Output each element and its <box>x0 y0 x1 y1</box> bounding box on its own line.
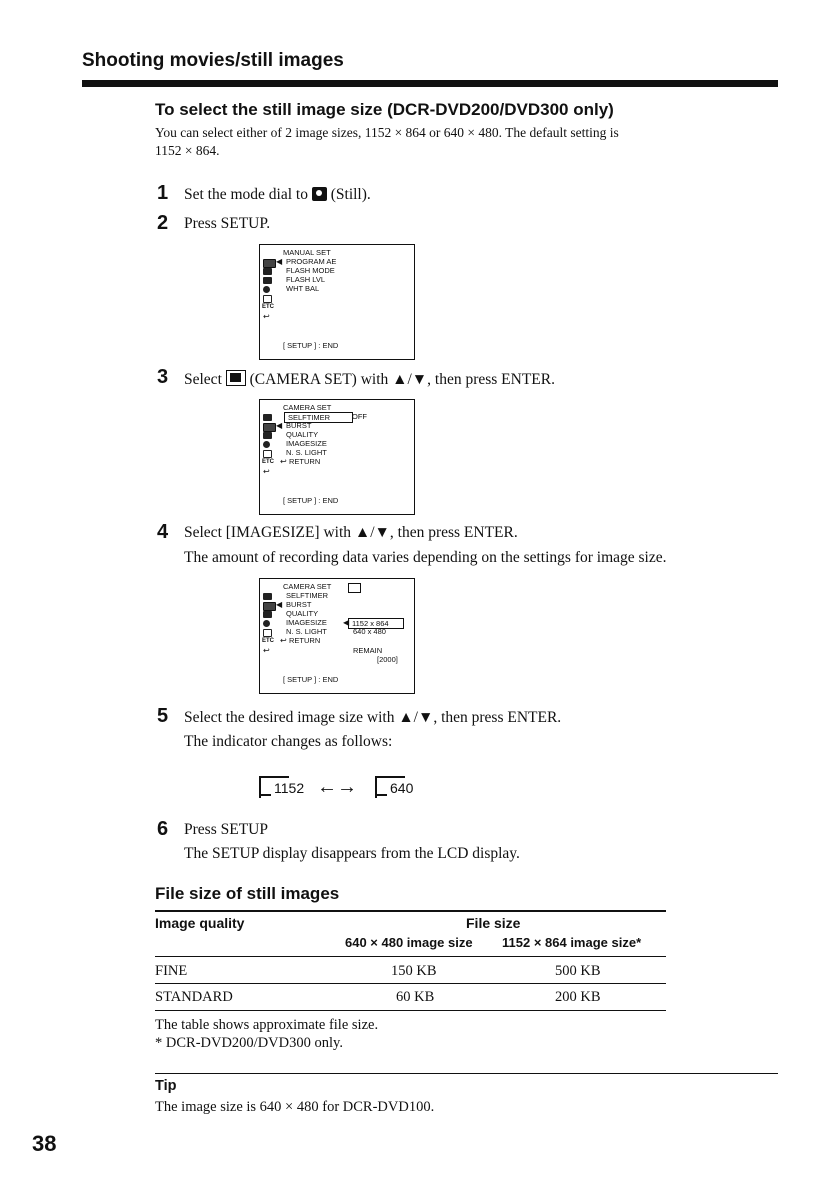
lcd-item: IMAGESIZE <box>286 618 327 627</box>
step-5-number: 5 <box>157 705 169 727</box>
lcd-item: FLASH LVL <box>286 275 326 284</box>
row-quality: FINE <box>155 963 188 979</box>
tip-rule <box>155 1073 778 1074</box>
indicator-1152-label: 1152 <box>274 780 305 796</box>
step-3-text-before: Select <box>184 371 222 388</box>
table-bottom-rule <box>155 1010 666 1011</box>
step-3-number: 3 <box>157 366 169 388</box>
etc-icon: ETC <box>262 638 274 644</box>
camera-icon <box>263 277 272 284</box>
camera-set-icon <box>263 423 276 432</box>
table-row-rule <box>155 983 666 984</box>
row-quality: STANDARD <box>155 989 233 1005</box>
col-image-quality: Image quality <box>155 915 245 931</box>
indicator-640-label: 640 <box>390 780 414 796</box>
intro-line-1: You can select either of 2 image sizes, 1152 × 864 or 640 × 480. The default setting is <box>155 125 619 140</box>
row-1152: 500 KB <box>555 963 601 979</box>
camera-set-icon <box>263 259 276 268</box>
step-1-text-before: Set the mode dial to <box>184 186 308 203</box>
lcd-footer: [ SETUP ] : END <box>283 675 339 684</box>
lcd-item: WHT BAL <box>286 284 320 293</box>
table-note-2: * DCR-DVD200/DVD300 only. <box>155 1035 343 1051</box>
printer-icon <box>263 450 272 458</box>
lcd-title: CAMERA SET <box>283 403 332 412</box>
return-icon: ↩ <box>263 467 270 476</box>
step-1-text <box>184 186 371 204</box>
camera-icon <box>263 432 272 439</box>
lcd-item: PROGRAM AE <box>286 257 337 266</box>
lcd-footer: [ SETUP ] : END <box>283 341 339 350</box>
return-icon: ↩ <box>263 312 270 321</box>
step-6-text: Press SETUP <box>184 821 268 838</box>
return-icon: ↩ <box>280 457 287 466</box>
step-1-number: 1 <box>157 182 169 204</box>
selector-icon: ◀ <box>343 618 350 627</box>
table-top-rule <box>155 910 666 912</box>
remain-label: REMAIN <box>353 646 383 655</box>
lcd-item: BURST <box>286 421 312 430</box>
selector-icon: ◀ <box>276 257 283 266</box>
etc-icon: ETC <box>262 304 274 310</box>
lcd-item: IMAGESIZE <box>286 439 327 448</box>
lcd-item: RETURN <box>289 636 321 645</box>
step-6-number: 6 <box>157 818 169 840</box>
step-2-text: Press SETUP. <box>184 215 271 232</box>
printer-icon <box>263 629 272 637</box>
lcd-item: QUALITY <box>286 430 319 439</box>
indicator-base <box>259 794 271 796</box>
camera-icon <box>263 593 272 600</box>
lcd-item: N. S. LIGHT <box>286 627 327 636</box>
printer-icon <box>263 295 272 303</box>
row-1152: 200 KB <box>555 989 601 1005</box>
step-3-text-after: (CAMERA SET) with ▲/▼, then press ENTER. <box>249 371 555 388</box>
camera-icon <box>263 414 272 421</box>
section-heading: To select the still image size (DCR-DVD200/DVD300 only) <box>155 100 614 119</box>
camera-set-icon <box>263 602 276 611</box>
step-5-text: Select the desired image size with ▲/▼, then press ENTER. <box>184 709 562 726</box>
lcd-item: SELFTIMER <box>286 591 329 600</box>
col-1152-size: 1152 × 864 image size* <box>502 935 642 950</box>
lcd-item: RETURN <box>289 457 321 466</box>
lcd-title: CAMERA SET <box>283 582 332 591</box>
lcd-title: MANUAL SET <box>283 248 331 257</box>
step-4-subtext: The amount of recording data varies depending on the settings for image size. <box>184 549 667 566</box>
table-header-rule <box>155 956 666 957</box>
lcd-item: N. S. LIGHT <box>286 448 327 457</box>
lcd-item: QUALITY <box>286 609 319 618</box>
tip-label: Tip <box>155 1078 177 1094</box>
remain-value: [2000] <box>377 655 398 664</box>
toggle-arrow-icon: ←→ <box>317 776 357 798</box>
lcd-footer: [ SETUP ] : END <box>283 496 339 505</box>
page-number: 38 <box>32 1131 57 1156</box>
disc-icon <box>263 441 270 448</box>
row-640: 60 KB <box>396 989 435 1005</box>
step-3-text <box>184 370 555 389</box>
filesize-heading: File size of still images <box>155 884 340 903</box>
camera-icon <box>263 611 272 618</box>
lcd-manual-set <box>259 244 415 360</box>
lcd-camera-set <box>259 399 415 515</box>
lcd-item: FLASH MODE <box>286 266 335 275</box>
col-640-size: 640 × 480 image size <box>345 935 473 950</box>
selector-icon: ◀ <box>276 421 283 430</box>
intro-line-2: 1152 × 864. <box>155 143 220 158</box>
step-1-text-after: (Still). <box>330 186 371 203</box>
lcd-value: OFF <box>352 412 367 421</box>
lcd-imagesize <box>259 578 415 694</box>
step-2-number: 2 <box>157 212 169 234</box>
step-4-number: 4 <box>157 521 169 543</box>
selector-icon: ◀ <box>276 600 283 609</box>
imagesize-icon <box>348 583 361 593</box>
table-note-1: The table shows approximate file size. <box>155 1017 379 1033</box>
camera-still-icon <box>312 187 327 201</box>
tip-text: The image size is 640 × 480 for DCR-DVD100. <box>155 1099 435 1115</box>
disc-icon <box>263 286 270 293</box>
return-icon: ↩ <box>263 646 270 655</box>
row-640: 150 KB <box>391 963 437 979</box>
etc-icon: ETC <box>262 459 274 465</box>
camera-icon <box>263 268 272 275</box>
page-section-title: Shooting movies/still images <box>82 50 344 71</box>
camera-set-icon <box>226 370 246 386</box>
lcd-item: BURST <box>286 600 312 609</box>
lcd-option: 640 x 480 <box>353 627 386 636</box>
step-4-text: Select [IMAGESIZE] with ▲/▼, then press ENTER. <box>184 524 518 541</box>
step-5-subtext: The indicator changes as follows: <box>184 733 393 750</box>
header-rule <box>82 80 778 87</box>
col-file-size: File size <box>466 915 521 931</box>
return-icon: ↩ <box>280 636 287 645</box>
lcd-option-selected: 1152 x 864 <box>348 618 404 629</box>
step-6-subtext: The SETUP display disappears from the LCD display. <box>184 845 520 862</box>
disc-icon <box>263 620 270 627</box>
lcd-item-selected: SELFTIMER <box>284 412 353 423</box>
indicator-base <box>375 794 387 796</box>
